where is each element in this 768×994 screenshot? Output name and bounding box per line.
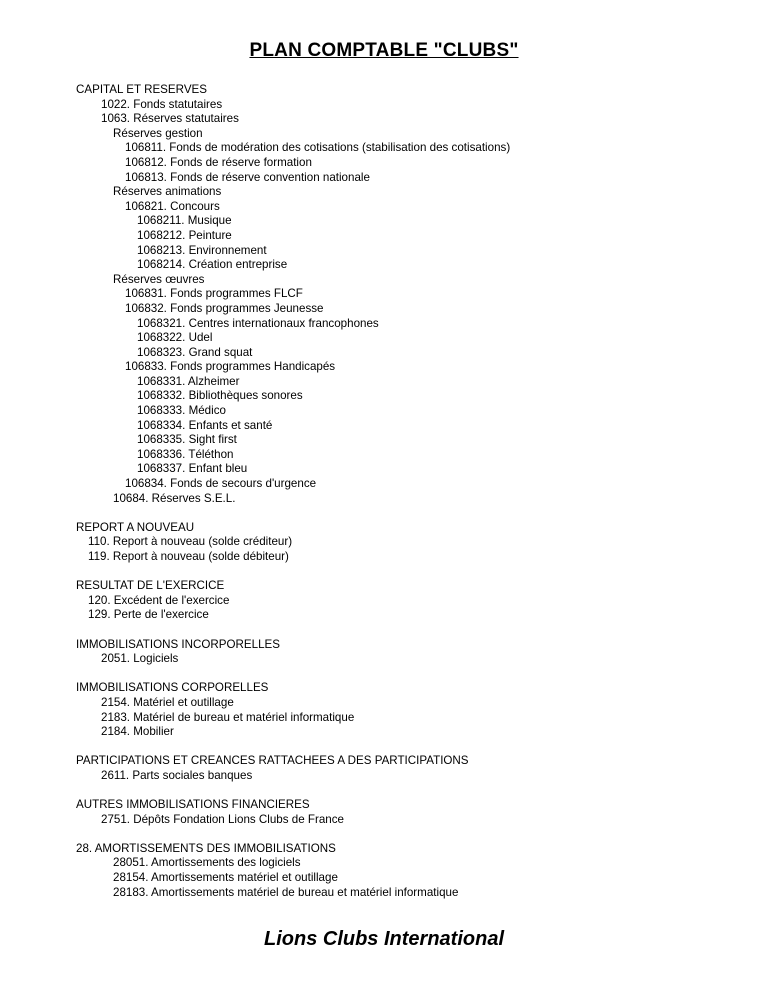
section-heading: REPORT A NOUVEAU — [76, 520, 195, 534]
section-heading: 28. AMORTISSEMENTS DES IMMOBILISATIONS — [76, 841, 336, 855]
section-heading: CAPITAL ET RESERVES — [76, 83, 208, 96]
account-line: 2184. Mobilier — [101, 725, 174, 739]
account-line: 1068321. Centres internationaux francophones — [137, 316, 379, 330]
page-title: PLAN COMPTABLE "CLUBS" — [249, 40, 519, 61]
account-list — [76, 83, 756, 900]
account-line: 110. Report à nouveau (solde créditeur) — [88, 535, 293, 549]
account-line: 1022. Fonds statutaires — [101, 97, 223, 111]
account-section — [76, 83, 756, 506]
account-line: Réserves gestion — [113, 126, 203, 140]
account-line: 106821. Concours — [125, 199, 220, 213]
account-line: 2154. Matériel et outillage — [101, 695, 234, 709]
footer-brand: Lions Clubs International — [263, 928, 504, 950]
account-line: 106813. Fonds de réserve convention nationale — [125, 170, 370, 184]
account-line: 2183. Matériel de bureau et matériel informatique — [101, 710, 355, 724]
account-line: 1068337. Enfant bleu — [137, 462, 248, 476]
section-heading: AUTRES IMMOBILISATIONS FINANCIERES — [76, 798, 310, 812]
account-line: 119. Report à nouveau (solde débiteur) — [88, 550, 289, 563]
account-section — [76, 798, 756, 827]
section-heading: RESULTAT DE L'EXERCICE — [76, 579, 225, 593]
section-heading: IMMOBILISATIONS INCORPORELLES — [76, 637, 281, 651]
section-heading: PARTICIPATIONS ET CREANCES RATTACHEES A DES PARTICIPATIONS — [76, 754, 469, 768]
account-line: 120. Excédent de l'exercice — [88, 593, 230, 607]
account-section — [76, 579, 756, 623]
account-line: 1063. Réserves statutaires — [101, 112, 239, 126]
account-line: 1068334. Enfants et santé — [137, 418, 273, 432]
section-heading: IMMOBILISATIONS CORPORELLES — [76, 681, 269, 695]
account-line: 10684. Réserves S.E.L. — [113, 491, 236, 505]
section-spacer — [76, 740, 756, 755]
account-line: 28183. Amortissements matériel de bureau et matériel informatique — [113, 885, 459, 899]
section-spacer — [76, 565, 756, 580]
account-line: 1068322. Udel — [137, 331, 213, 345]
account-line: 106812. Fonds de réserve formation — [125, 155, 312, 169]
account-line: 1068333. Médico — [137, 404, 226, 418]
account-section — [76, 638, 756, 667]
account-line: 1068332. Bibliothèques sonores — [137, 389, 303, 403]
account-line: 28154. Amortissements matériel et outillage — [113, 871, 338, 885]
section-spacer — [76, 827, 756, 842]
section-spacer — [76, 506, 756, 521]
account-line: 1068212. Peinture — [137, 228, 232, 242]
section-spacer — [76, 784, 756, 799]
section-spacer — [76, 667, 756, 682]
account-section — [76, 842, 756, 900]
account-line: 1068211. Musique — [137, 214, 232, 228]
account-line: 2751. Dépôts Fondation Lions Clubs de France — [101, 812, 344, 826]
account-line: 106834. Fonds de secours d'urgence — [125, 477, 317, 491]
account-line: 106831. Fonds programmes FLCF — [125, 287, 303, 301]
account-section — [76, 681, 756, 739]
account-line: 1068336. Téléthon — [137, 447, 234, 461]
account-line: 1068331. Alzheimer — [137, 374, 240, 388]
account-line: 129. Perte de l'exercice — [88, 608, 209, 622]
account-line: 2051. Logiciels — [101, 652, 179, 666]
account-line: 1068213. Environnement — [137, 243, 267, 257]
section-spacer — [76, 623, 756, 638]
account-line: Réserves animations — [113, 185, 222, 199]
account-line: 1068214. Création entreprise — [137, 258, 288, 272]
account-line: 106832. Fonds programmes Jeunesse — [125, 301, 324, 315]
account-line: 28051. Amortissements des logiciels — [113, 856, 301, 870]
account-line: Réserves œuvres — [113, 272, 205, 286]
account-section — [76, 754, 756, 783]
account-line: 2611. Parts sociales banques — [101, 768, 253, 782]
account-line: 1068323. Grand squat — [137, 345, 253, 359]
account-line: 1068335. Sight first — [137, 433, 237, 447]
account-section — [76, 521, 756, 565]
account-line: 106811. Fonds de modération des cotisations (stabilisation des cotisations) — [125, 141, 511, 155]
account-line: 106833. Fonds programmes Handicapés — [125, 360, 336, 374]
